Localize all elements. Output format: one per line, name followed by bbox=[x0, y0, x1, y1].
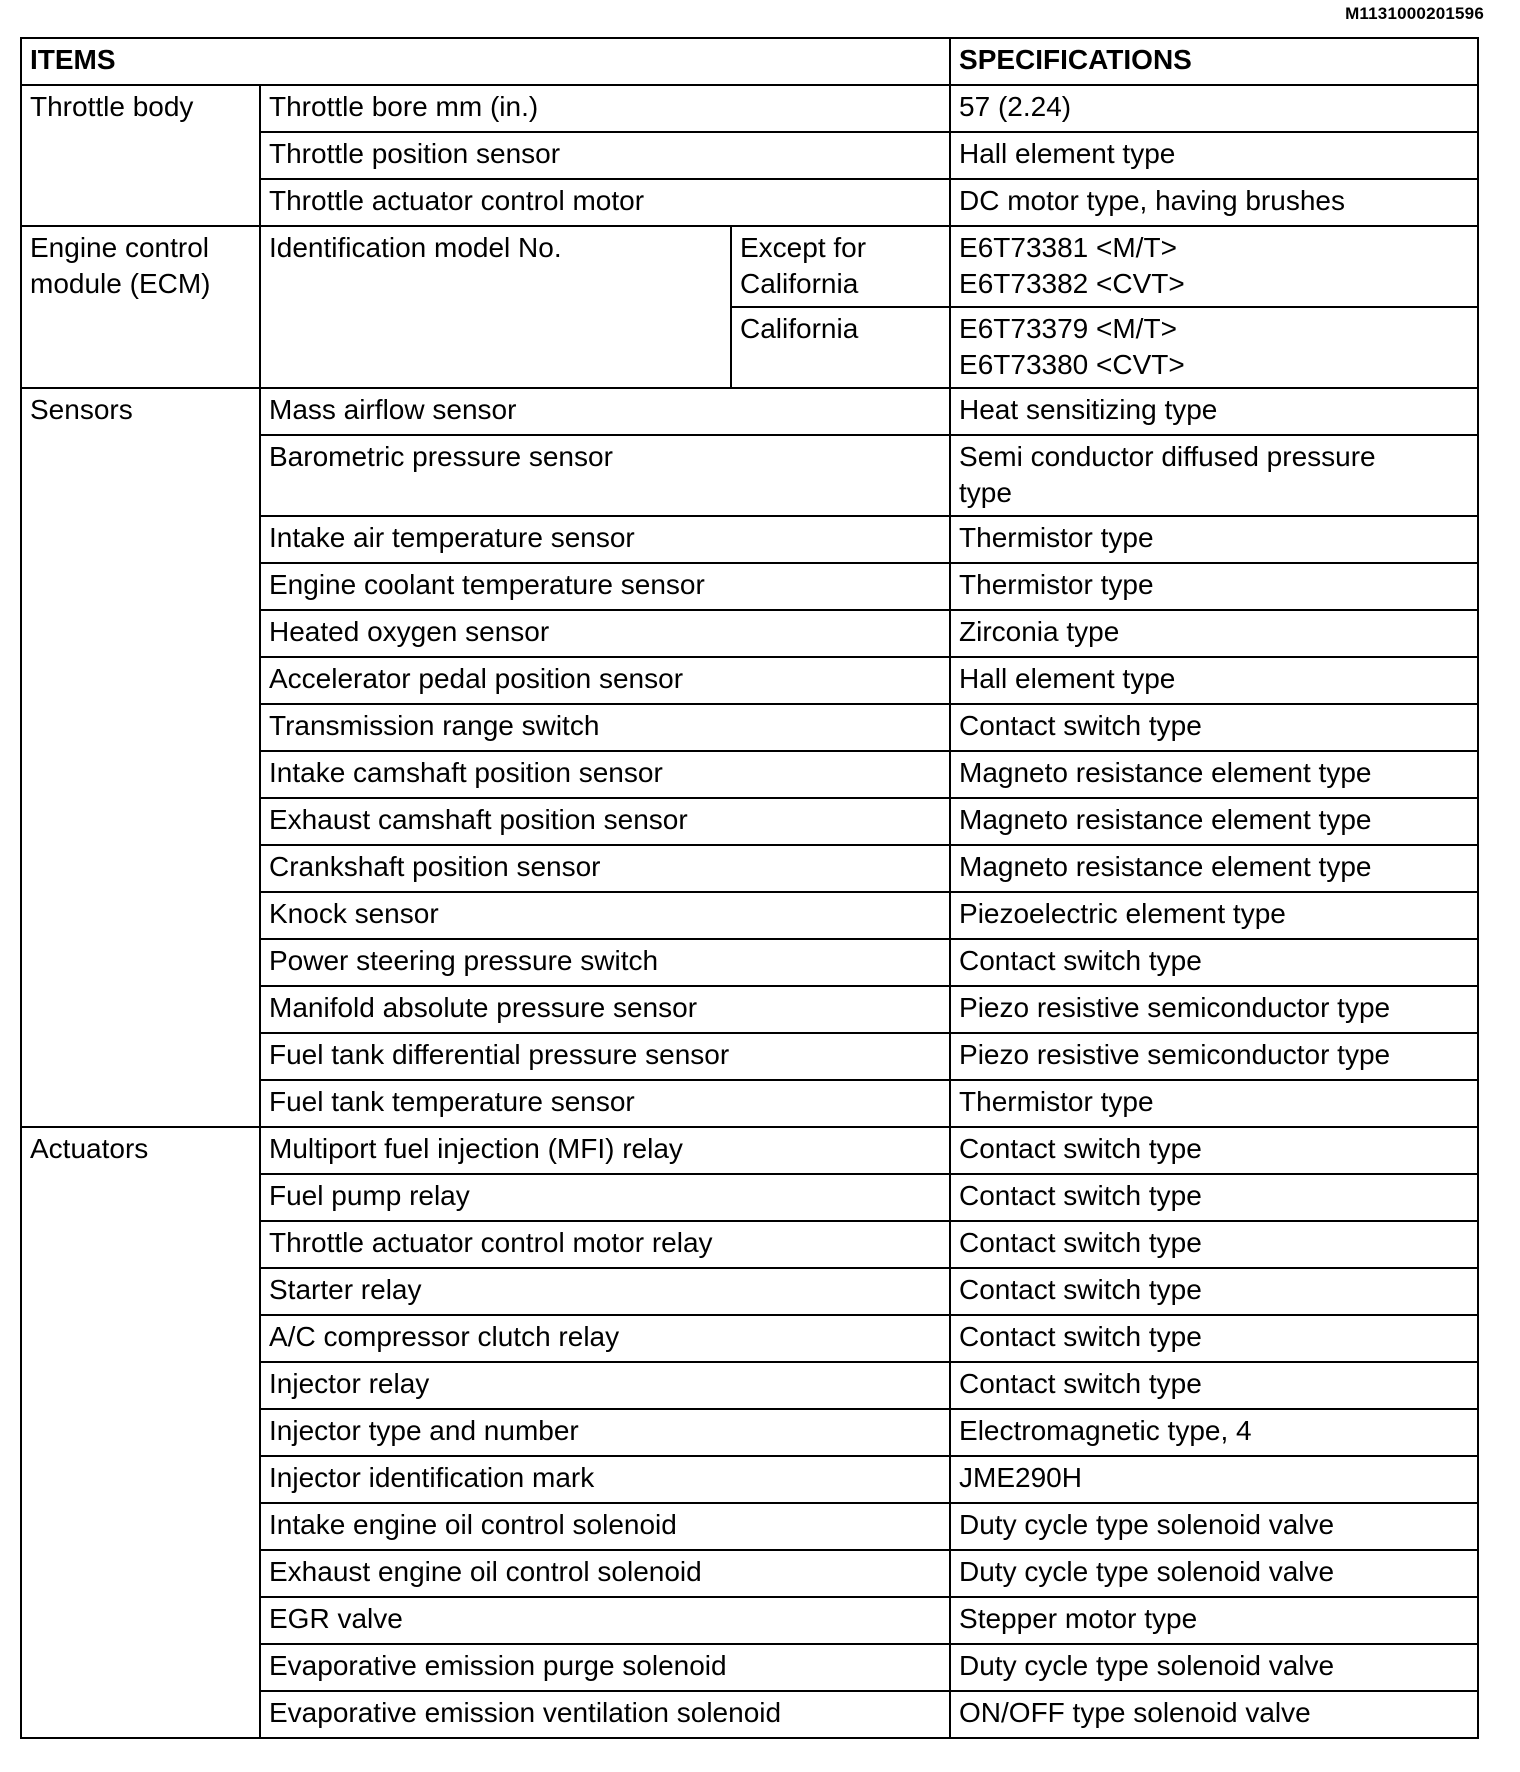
spec-cell: Zirconia type bbox=[950, 610, 1478, 657]
spec-cell: DC motor type, having brushes bbox=[950, 179, 1478, 226]
spec-cell: Hall element type bbox=[950, 657, 1478, 704]
item-cell: Identification model No. bbox=[260, 226, 731, 388]
spec-cell: Piezoelectric element type bbox=[950, 892, 1478, 939]
item-cell: Injector identification mark bbox=[260, 1456, 950, 1503]
spec-cell: Electromagnetic type, 4 bbox=[950, 1409, 1478, 1456]
table-row bbox=[21, 388, 1478, 435]
header-row bbox=[21, 38, 1478, 85]
item-cell: Barometric pressure sensor bbox=[260, 435, 950, 516]
spec-line2: E6T73382 <CVT> bbox=[959, 268, 1185, 299]
spec-cell: Magneto resistance element type bbox=[950, 845, 1478, 892]
spec-line2: E6T73380 <CVT> bbox=[959, 349, 1185, 380]
spec-cell: Magneto resistance element type bbox=[950, 798, 1478, 845]
item-cell: EGR valve bbox=[260, 1597, 950, 1644]
item-cell: Throttle bore mm (in.) bbox=[260, 85, 950, 132]
spec-line1: E6T73381 <M/T> bbox=[959, 232, 1177, 263]
spec-cell: Duty cycle type solenoid valve bbox=[950, 1550, 1478, 1597]
spec-cell: Stepper motor type bbox=[950, 1597, 1478, 1644]
item-cell: Knock sensor bbox=[260, 892, 950, 939]
item-cell: Multiport fuel injection (MFI) relay bbox=[260, 1127, 950, 1174]
item-cell: Fuel tank differential pressure sensor bbox=[260, 1033, 950, 1080]
item-cell: Fuel pump relay bbox=[260, 1174, 950, 1221]
group-ecm-line1: Engine control bbox=[30, 232, 210, 263]
spec-cell: 57 (2.24) bbox=[950, 85, 1478, 132]
table-row bbox=[21, 226, 1478, 307]
item-cell: Exhaust camshaft position sensor bbox=[260, 798, 950, 845]
item-cell: Transmission range switch bbox=[260, 704, 950, 751]
document-id: M1131000201596 bbox=[1345, 4, 1484, 23]
item-cell: Engine coolant temperature sensor bbox=[260, 563, 950, 610]
spec-cell: Contact switch type bbox=[950, 1127, 1478, 1174]
spec-cell: Thermistor type bbox=[950, 516, 1478, 563]
spec-cell: ON/OFF type solenoid valve bbox=[950, 1691, 1478, 1738]
spec-cell: Contact switch type bbox=[950, 704, 1478, 751]
group-ecm bbox=[21, 226, 260, 388]
item-cell: A/C compressor clutch relay bbox=[260, 1315, 950, 1362]
spec-cell: Contact switch type bbox=[950, 1174, 1478, 1221]
item-cell: Mass airflow sensor bbox=[260, 388, 950, 435]
item-cell: Evaporative emission purge solenoid bbox=[260, 1644, 950, 1691]
spec-cell: Thermistor type bbox=[950, 563, 1478, 610]
spec-cell bbox=[950, 435, 1478, 516]
region-line2: California bbox=[740, 268, 859, 299]
group-ecm-line2: module (ECM) bbox=[30, 268, 211, 299]
spec-cell: JME290H bbox=[950, 1456, 1478, 1503]
spec-cell: Magneto resistance element type bbox=[950, 751, 1478, 798]
item-cell: Intake camshaft position sensor bbox=[260, 751, 950, 798]
group-sensors: Sensors bbox=[21, 388, 260, 1127]
spec-cell: Piezo resistive semiconductor type bbox=[950, 1033, 1478, 1080]
item-cell: Intake engine oil control solenoid bbox=[260, 1503, 950, 1550]
item-cell: Power steering pressure switch bbox=[260, 939, 950, 986]
item-cell: Starter relay bbox=[260, 1268, 950, 1315]
group-throttle-body: Throttle body bbox=[21, 85, 260, 226]
region-cell: California bbox=[731, 307, 950, 388]
spec-cell: Contact switch type bbox=[950, 1315, 1478, 1362]
header-items: ITEMS bbox=[21, 38, 950, 85]
specifications-table bbox=[20, 37, 1479, 1739]
item-cell: Manifold absolute pressure sensor bbox=[260, 986, 950, 1033]
spec-cell bbox=[950, 307, 1478, 388]
spec-line1: Semi conductor diffused pressure bbox=[959, 441, 1376, 472]
spec-cell: Contact switch type bbox=[950, 1362, 1478, 1409]
spec-cell: Thermistor type bbox=[950, 1080, 1478, 1127]
item-cell: Injector relay bbox=[260, 1362, 950, 1409]
item-cell: Intake air temperature sensor bbox=[260, 516, 950, 563]
spec-cell bbox=[950, 226, 1478, 307]
group-actuators: Actuators bbox=[21, 1127, 260, 1738]
item-cell: Evaporative emission ventilation solenoid bbox=[260, 1691, 950, 1738]
spec-cell: Duty cycle type solenoid valve bbox=[950, 1503, 1478, 1550]
table-row bbox=[21, 85, 1478, 132]
region-line1: Except for bbox=[740, 232, 867, 263]
spec-line1: E6T73379 <M/T> bbox=[959, 313, 1177, 344]
item-cell: Heated oxygen sensor bbox=[260, 610, 950, 657]
spec-cell: Piezo resistive semiconductor type bbox=[950, 986, 1478, 1033]
spec-cell: Hall element type bbox=[950, 132, 1478, 179]
item-cell: Fuel tank temperature sensor bbox=[260, 1080, 950, 1127]
item-cell: Throttle position sensor bbox=[260, 132, 950, 179]
spec-cell: Contact switch type bbox=[950, 939, 1478, 986]
item-cell: Injector type and number bbox=[260, 1409, 950, 1456]
item-cell: Throttle actuator control motor bbox=[260, 179, 950, 226]
spec-cell: Heat sensitizing type bbox=[950, 388, 1478, 435]
spec-cell: Contact switch type bbox=[950, 1221, 1478, 1268]
spec-line2: type bbox=[959, 477, 1012, 508]
table-row bbox=[21, 1127, 1478, 1174]
item-cell: Throttle actuator control motor relay bbox=[260, 1221, 950, 1268]
item-cell: Crankshaft position sensor bbox=[260, 845, 950, 892]
header-specifications: SPECIFICATIONS bbox=[950, 38, 1478, 85]
spec-cell: Duty cycle type solenoid valve bbox=[950, 1644, 1478, 1691]
item-cell: Exhaust engine oil control solenoid bbox=[260, 1550, 950, 1597]
spec-cell: Contact switch type bbox=[950, 1268, 1478, 1315]
region-cell bbox=[731, 226, 950, 307]
item-cell: Accelerator pedal position sensor bbox=[260, 657, 950, 704]
